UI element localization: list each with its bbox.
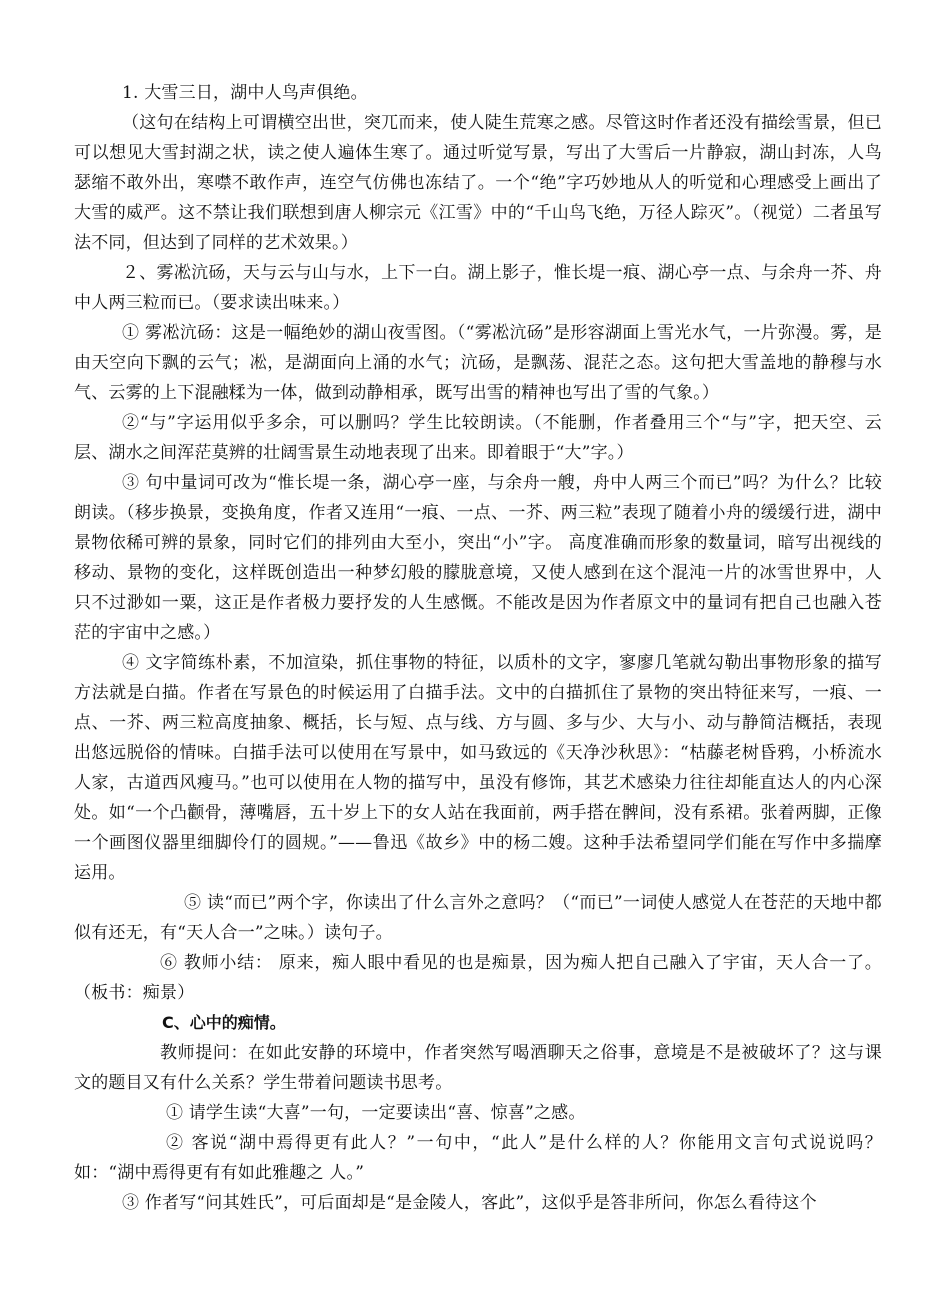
paragraph-9: ⑥ 教师小结： 原来，痴人眼中看见的也是痴景，因为痴人把自己融入了宇宙，天人合一了。（板书：痴景） — [74, 953, 882, 1003]
paragraph-1: 1. 大雪三日，湖中人鸟声俱绝。 — [122, 83, 368, 103]
paragraph-10: 教师提问：在如此安静的环境中，作者突然写喝酒聊天之俗事，意境是不是被破坏了？这与课文的题目又有什么关系？学生带着问题读书思考。 — [74, 1043, 882, 1093]
paragraph-12: ② 客说“湖中焉得更有此人？”一句中，“此人”是什么样的人？你能用文言句式说说吗？如：“湖中焉得更有有如此雅趣之 人。” — [74, 1133, 882, 1183]
paragraph-4: ① 雾凇沆砀：这是一幅绝妙的湖山夜雪图。（“雾凇沆砀”是形容湖面上雪光水气，一片弥漫。雾，是由天空向下飘的云气；凇，是湖面向上涌的水气；沆砀，是飘荡、混茫之态。这句把大雪盖地的静穆与水气、云雾的上下混融糅为一体，做到动静相承，既写出雪的精神也写出了雪的气象。） — [74, 323, 882, 403]
paragraph-11: ① 请学生读“大喜”一句，一定要读出“喜、惊喜”之感。 — [166, 1103, 586, 1123]
paragraph-7: ④ 文字简练朴素，不加渲染，抓住事物的特征，以质朴的文字，寥廖几笔就勾勒出事物形象的描写方法就是白描。作者在写景色的时候运用了白描手法。文中的白描抓住了景物的突出特征来写，一痕、一点、一芥、两三粒高度抽象、概括，长与短、点与线、方与圆、多与少、大与小、动与静简洁概括，表现出悠远脱俗的情味。白描手法可以使用在写景中，如马致远的《天净沙秋思》：“枯藤老树昏鸦，小桥流水人家，古道西风瘦马。”也可以使用在人物的描写中，虽没有修饰，其艺术感染力往往却能直达人的内心深处。如“一个凸颧骨，薄嘴唇，五十岁上下的女人站在我面前，两手搭在髀间，没有系裙。张着两脚，正像一个画图仪器里细脚伶仃的圆规。”——鲁迅《故乡》中的杨二嫂。这种手法希望同学们能在写作中多揣摩运用。 — [74, 653, 882, 883]
paragraph-8: ⑤ 读“而已”两个字，你读出了什么言外之意吗？（“而已”一词使人感觉人在苍茫的天地中都似有还无，有“天人合一”之味。）读句子。 — [74, 893, 882, 943]
paragraph-5: ②“与”字运用似乎多余，可以删吗？学生比较朗读。（不能删，作者叠用三个“与”字，把天空、云层、湖水之间浑茫莫辨的壮阔雪景生动地表现了出来。即着眼于“大”字。） — [74, 413, 882, 463]
paragraph-2: （这句在结构上可谓横空出世，突兀而来，使人陡生荒寒之感。尽管这时作者还没有描绘雪景，但已可以想见大雪封湖之状，读之使人遍体生寒了。通过听觉写景，写出了大雪后一片静寂，湖山封冻，人鸟瑟缩不敢外出，寒噤不敢作声，连空气仿佛也冻结了。一个“绝”字巧妙地从人的听觉和心理感受上画出了大雪的威严。这不禁让我们联想到唐人柳宗元《江雪》中的“千山鸟飞绝，万径人踪灭”。（视觉）二者虽写法不同，但达到了同样的艺术效果。） — [74, 113, 882, 253]
document-page — [74, 78, 882, 1218]
paragraph-3: ２、雾凇沆砀，天与云与山与水，上下一白。湖上影子，惟长堤一痕、湖心亭一点、与余舟一芥、舟中人两三粒而已。（要求读出味来。） — [74, 263, 882, 313]
paragraph-13: ③ 作者写“问其姓氏”，可后面却是“是金陵人，客此”，这似乎是答非所问，你怎么看待这个 — [122, 1193, 817, 1213]
paragraph-6: ③ 句中量词可改为“惟长堤一条，湖心亭一座，与余舟一艘，舟中人两三个而已”吗？为什么？比较朗读。（移步换景，变换角度，作者又连用“一痕、一点、一芥、两三粒”表现了随着小舟的缓缓行进，湖中景物依稀可辨的景象，同时它们的排列由大至小，突出“小”字。 高度准确而形象的数量词，暗写出视线的移动、景物的变化，这样既创造出一种梦幻般的朦胧意境，又使人感到在这个混沌一片的冰雪世界中，人只不过渺如一粟，这正是作者极力要抒发的人生感慨。不能改是因为作者原文中的量词有把自己也融入苍茫的宇宙中之感。） — [74, 473, 882, 643]
section-heading-c: C、心中的痴情。 — [162, 1013, 286, 1032]
